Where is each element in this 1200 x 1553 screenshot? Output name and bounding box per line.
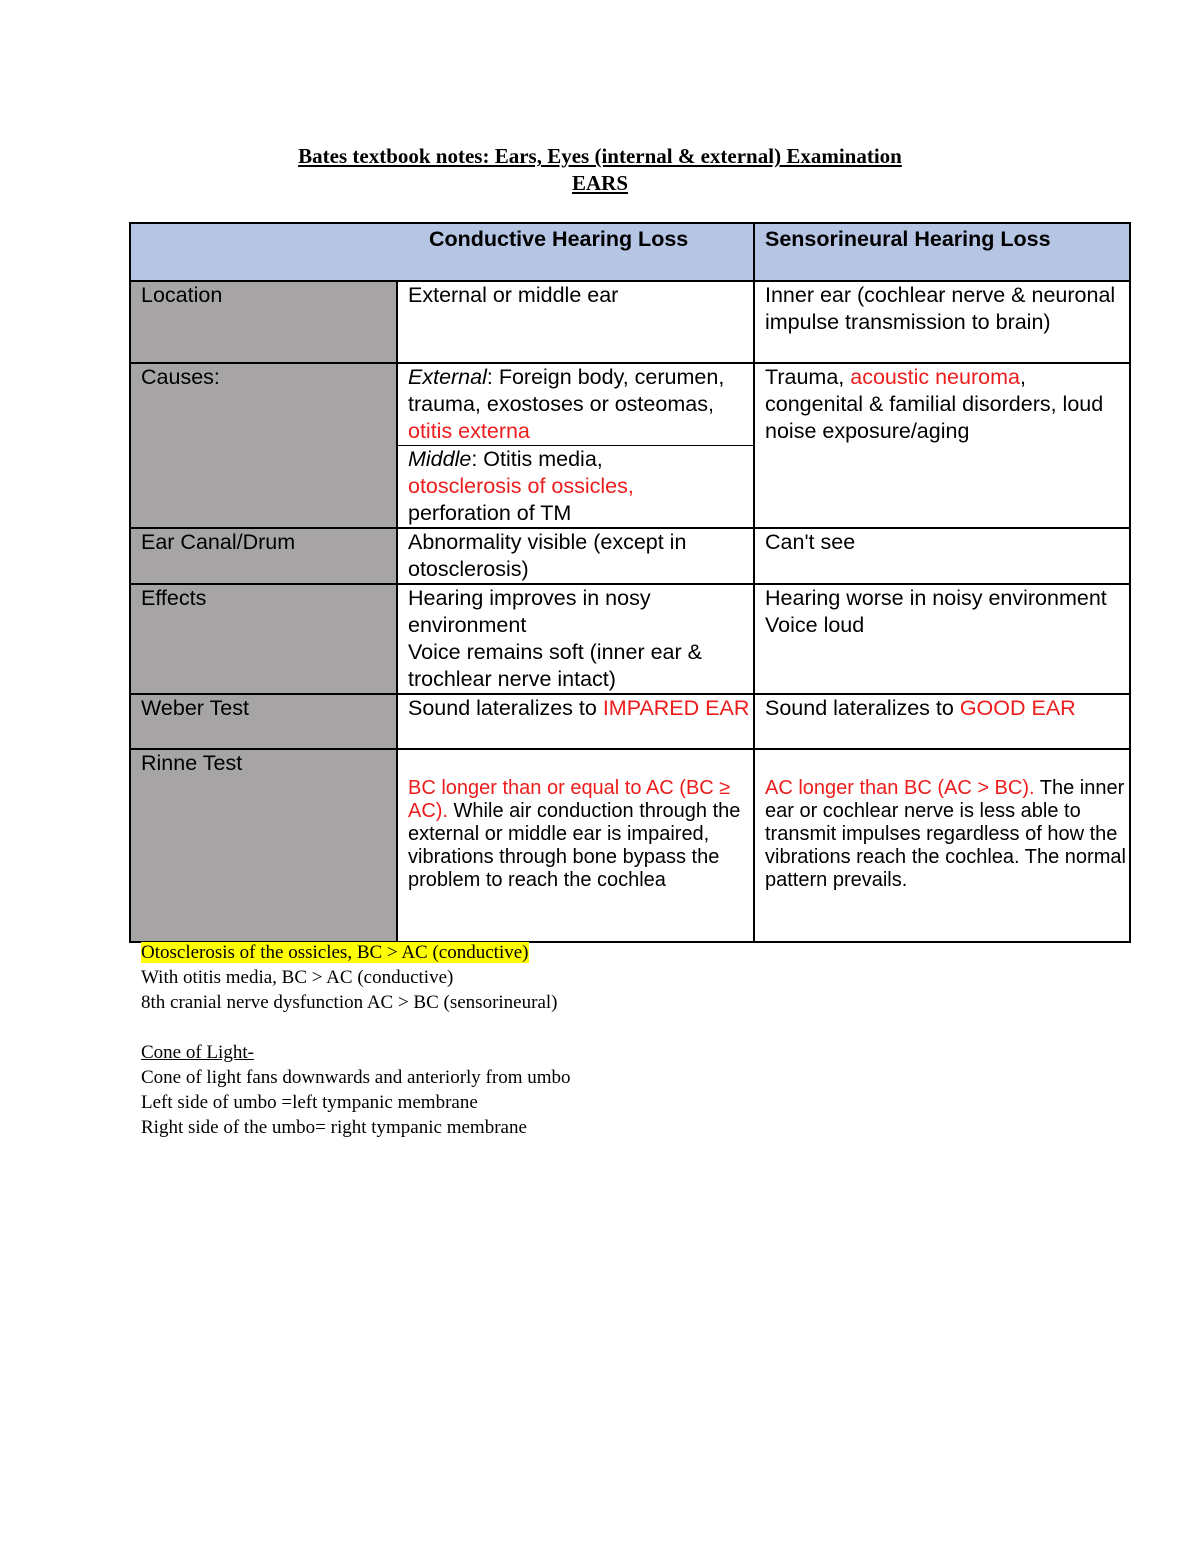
document-title: Bates textbook notes: Ears, Eyes (internal & external) Examination xyxy=(298,144,902,168)
row-label-location: Location xyxy=(130,281,397,363)
table-row xyxy=(130,749,1130,942)
note-line: Cone of light fans downwards and anteriorly from umbo xyxy=(141,1067,571,1088)
causes-middle: Middle: Otitis media, otosclerosis of ossicles, perforation of TM xyxy=(398,445,753,527)
empty-header-cell xyxy=(130,223,397,281)
causes-external: External: Foreign body, cerumen, trauma, exostoses or osteomas, otitis externa xyxy=(408,365,725,443)
effects-conductive: Hearing improves in nosy environment Voice remains soft (inner ear & trochlear nerve intact) xyxy=(397,584,754,694)
conductive-header: Conductive Hearing Loss xyxy=(397,223,754,281)
note-line: With otitis media, BC > AC (conductive) xyxy=(141,967,454,988)
table-row xyxy=(130,528,1130,584)
canal-sensorineural: Can't see xyxy=(754,528,1130,584)
table-row xyxy=(130,363,1130,528)
cone-of-light-heading: Cone of Light- xyxy=(141,1042,254,1063)
section-title: EARS xyxy=(571,171,629,195)
notes-section xyxy=(141,940,571,1140)
sensorineural-header: Sensorineural Hearing Loss xyxy=(754,223,1130,281)
row-label-causes: Causes: xyxy=(130,363,397,528)
rinne-conductive: BC longer than or equal to AC (BC ≥ AC). While air conduction through the external or middle ear is impaired, vibrations through bone bypass the problem to reach the cochlea xyxy=(397,749,754,942)
row-label-rinne: Rinne Test xyxy=(130,749,397,942)
causes-conductive xyxy=(397,363,754,528)
row-label-canal: Ear Canal/Drum xyxy=(130,528,397,584)
note-line: Left side of umbo =left tympanic membrane xyxy=(141,1092,478,1113)
causes-sensorineural: Trauma, acoustic neuroma, congenital & familial disorders, loud noise exposure/aging xyxy=(754,363,1130,528)
table-header-row xyxy=(130,223,1130,281)
weber-conductive: Sound lateralizes to IMPARED EAR xyxy=(397,694,754,749)
weber-sensorineural: Sound lateralizes to GOOD EAR xyxy=(754,694,1130,749)
location-conductive: External or middle ear xyxy=(397,281,754,363)
hearing-loss-table xyxy=(129,222,1131,943)
effects-sensorineural: Hearing worse in noisy environment Voice loud xyxy=(754,584,1130,694)
canal-conductive: Abnormality visible (except in otosclerosis) xyxy=(397,528,754,584)
rinne-sensorineural: AC longer than BC (AC > BC). The inner ear or cochlear nerve is less able to transmit impulses regardless of how the vibrations reach the cochlea. The normal pattern prevails. xyxy=(754,749,1130,942)
table-row xyxy=(130,584,1130,694)
row-label-effects: Effects xyxy=(130,584,397,694)
table-row xyxy=(130,694,1130,749)
table-row xyxy=(130,281,1130,363)
highlighted-note: Otosclerosis of the ossicles, BC > AC (conductive) xyxy=(141,942,529,963)
note-line: 8th cranial nerve dysfunction AC > BC (sensorineural) xyxy=(141,992,558,1013)
location-sensorineural: Inner ear (cochlear nerve & neuronal impulse transmission to brain) xyxy=(754,281,1130,363)
note-line: Right side of the umbo= right tympanic membrane xyxy=(141,1117,527,1138)
row-label-weber: Weber Test xyxy=(130,694,397,749)
